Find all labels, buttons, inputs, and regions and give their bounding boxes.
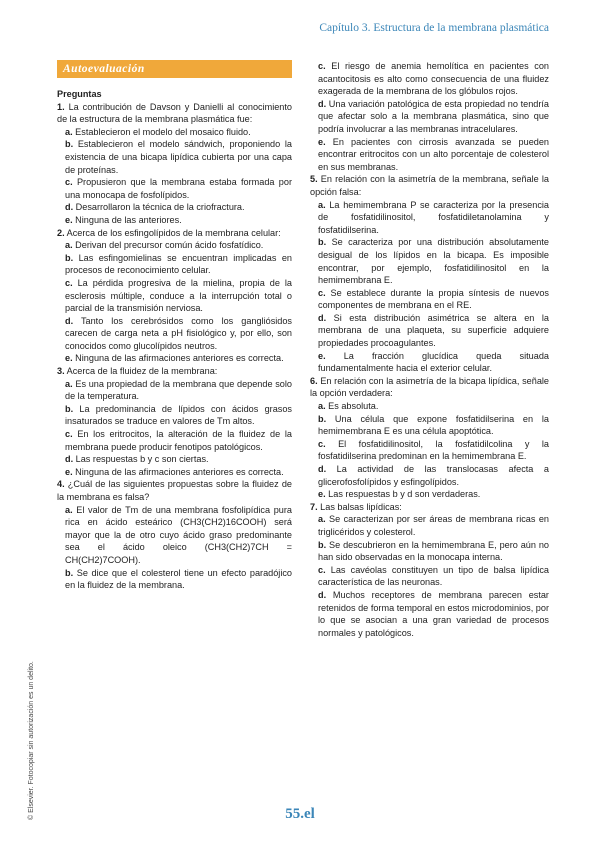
question-5: 5. En relación con la asimetría de la membrana, señale la opción falsa: [310,174,549,197]
question-7: 7. Las balsas lipídicas: [310,501,402,512]
q7-option-d: d. Muchos receptores de membrana parecen estar retenidos de forma temporal en estos microdominios, por lo que se asocian a una gran variedad de procesos normales y patológicos. [318,589,549,638]
q2-option-b: b. Las esfingomielinas se encuentran implicadas en procesos de reconocimiento celular. [65,252,292,276]
q4-option-b: b. Se dice que el colesterol tiene un efecto paradójico en la fluidez de la membrana. [65,567,292,591]
q5-option-b: b. Se caracteriza por una distribución absolutamente desigual de los lípidos en la bicapa. Es imposible encontrar, por ejemplo, fosfatidilinositol en la hemimembrana E. [318,237,549,286]
q1-option-e: e. Ninguna de las anteriores. [65,214,182,225]
question-3: 3. Acerca de la fluidez de la membrana: [57,366,218,377]
q6-option-c: c. El fosfatidilinositol, la fosfatidilcolina y la fosfatidilserina predominan en la hemimembrana E. [318,438,549,462]
q3-option-c: c. En los eritrocitos, la alteración de la fluidez de la membrana puede producir fenotipos patológicos. [65,429,292,452]
q6-option-d: d. La actividad de las translocasas afecta a glicerofosfolípidos y esfingolípidos. [318,464,549,487]
q7-option-a: a. Se caracterizan por ser áreas de membrana ricas en triglicéridos y colesterol. [318,514,549,537]
question-4: 4. ¿Cuál de las siguientes propuestas sobre la fluidez de la membrana es falsa? [57,479,292,502]
copyright-notice: © Elsevier. Fotocopiar sin autorización es un delito. [28,661,35,820]
question-2: 2. Acerca de los esfingolípidos de la membrana celular: [57,227,281,238]
q3-option-d: d. Las respuestas b y c son ciertas. [65,454,209,465]
q5-option-d: d. Si esta distribución asimétrica se altera en la membrana de una plaqueta, su superficie adquiere propiedades procoagulantes. [318,312,549,349]
q7-option-c: c. Las cavéolas constituyen un tipo de balsa lipídica característica de las neuronas. [318,564,549,588]
q3-option-e: e. Ninguna de las afirmaciones anteriores es correcta. [65,466,284,477]
q6-option-a: a. Es absoluta. [318,401,379,412]
q2-option-c: c. La pérdida progresiva de la mielina, propia de la esclerosis múltiple, conduce a la interrupción total o parcial de la transmisión nerviosa. [65,277,292,314]
q2-option-d: d. Tanto los cerebrósidos como los gangliósidos carecen de carga neta a pH fisiológico y, por ello, son conocidos como glucolípidos neutros. [65,315,292,351]
question-1: 1. La contribución de Davson y Danielli al conocimiento de la estructura de la membrana plasmática fue: [57,101,292,125]
q3-option-b: b. La predominancia de lípidos con ácidos grasos insaturados se traduce en valores de Tm altos. [65,403,292,427]
right-column [310,60,549,639]
q1-option-b: b. Establecieron el modelo sándwich, proponiendo la existencia de una bicapa lipídica cubierta por una capa de proteínas. [65,139,292,175]
question-6: 6. En relación con la asimetría de la bicapa lipídica, señale la opción verdadera: [310,375,549,399]
q3-option-a: a. Es una propiedad de la membrana que depende solo de la temperatura. [65,378,292,402]
q4-option-a: a. El valor de Tm de una membrana fosfolipídica pura rica en ácido esteárico (CH3(CH2)16COOH) será mayor que la de otro cuyo ácido graso predominante sea el ácido oleico (CH3(CH2)7CH = CH(CH2)7COOH). [65,504,292,565]
q5-option-e: e. La fracción glucídica queda situada fundamentalmente hacia el exterior celular. [318,350,549,374]
page-number: 55.el [285,806,315,822]
q1-option-d: d. Desarrollaron la técnica de la criofractura. [65,202,245,213]
q1-option-a: a. Establecieron el modelo del mosaico fluido. [65,126,251,137]
q6-option-e: e. Las respuestas b y d son verdaderas. [318,489,481,500]
q4-option-e: e. En pacientes con cirrosis avanzada se pueden encontrar eritrocitos con un alto porcentaje de colesterol en sus membranas. [318,136,549,172]
q5-option-a: a. La hemimembrana P se caracteriza por la presencia de fosfatidilinositol, fosfatidiletanolamina y fosfatidilserina. [318,199,549,235]
section-banner: Autoevaluación [57,60,292,78]
q5-option-c: c. Se establece durante la propia síntesis de nuevos componentes de membrana en el RE. [318,287,549,311]
running-header: Capítulo 3. Estructura de la membrana plasmática [319,22,549,34]
q1-option-c: c. Propusieron que la membrana estaba formada por una monocapa de fosfolípidos. [65,177,292,200]
subheading: Preguntas [57,89,102,99]
q2-option-e: e. Ninguna de las afirmaciones anteriores es correcta. [65,353,284,364]
q7-option-b: b. Se descubrieron en la hemimembrana E, pero aún no han sido observadas en la monocapa interna. [318,539,549,563]
left-column [57,60,292,592]
q4-option-d: d. Una variación patológica de esta propiedad no tendría que afectar solo a la membrana plasmática, sino que podría involucrar a las membranas intracelulares. [318,98,549,134]
q6-option-b: b. Una célula que expone fosfatidilserina en la hemimembrana E es una célula apoptótica. [318,413,549,437]
q2-option-a: a. Derivan del precursor común ácido fosfatídico. [65,240,264,251]
q4-option-c: c. El riesgo de anemia hemolítica en pacientes con acantocitosis es alto como consecuencia de una fluidez exagerada de la membrana de los glóbulos rojos. [318,61,549,97]
